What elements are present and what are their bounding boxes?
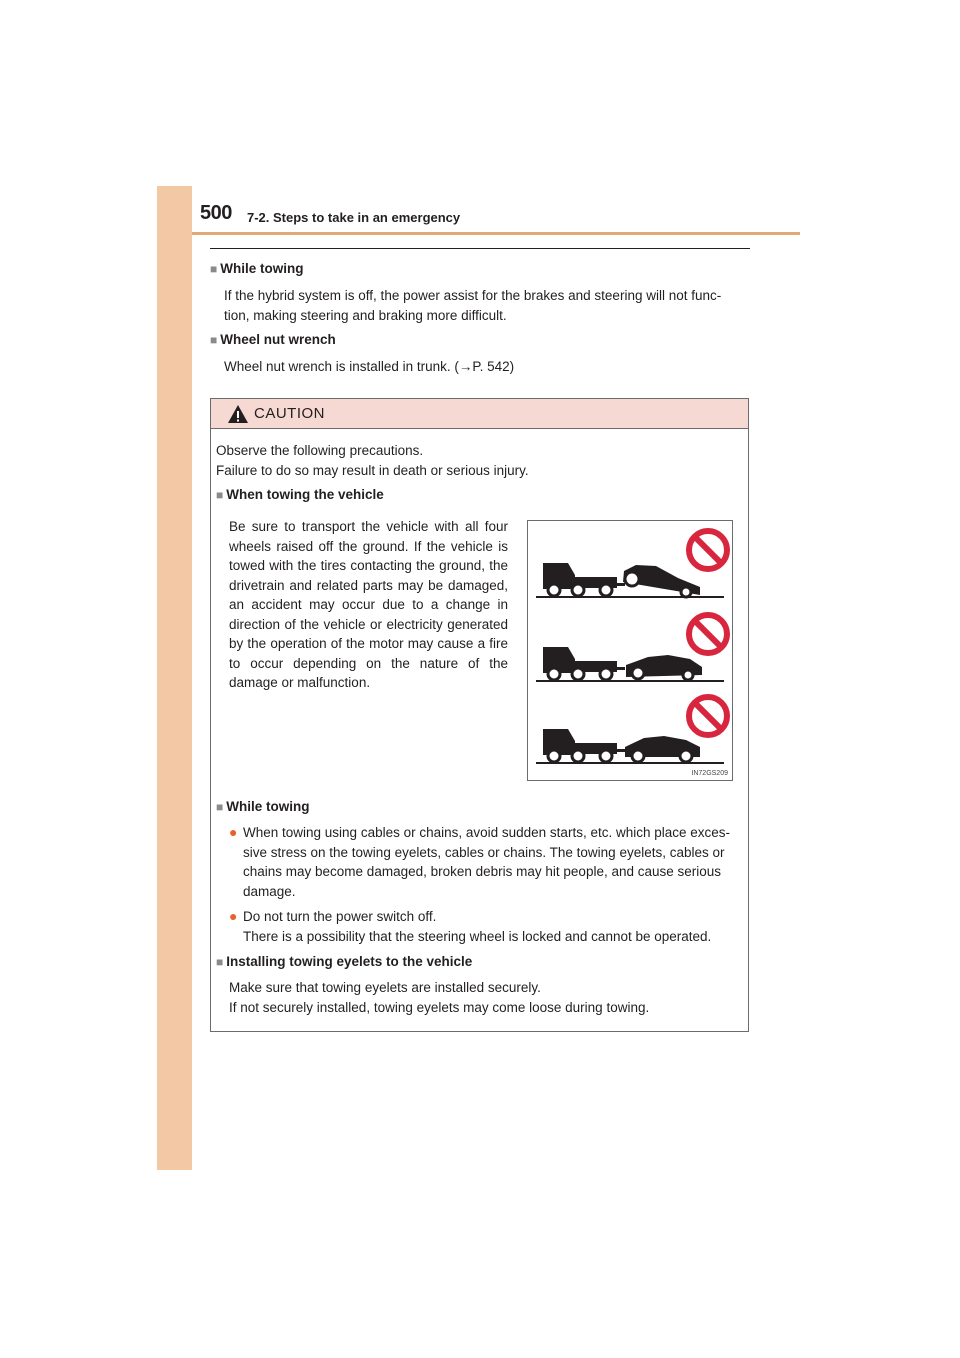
towing-warning-paragraph: Be sure to transport the vehicle with all four wheels raised off the ground. If the vehicle is towed with the tires contacting the ground, the drivetrain and related parts may be damaged, an accident may occur due to a change in direction of the vehicle or electricity generated by the operation of the motor may cause a fire to occur depending on the nature of the damage or malfunction. xyxy=(229,519,508,690)
eyelets-text: Make sure that towing eyelets are installed securely. If not securely installed, towing eyelets may come loose during towing. xyxy=(229,980,650,1015)
section-body-while-towing: If the hybrid system is off, the power assist for the brakes and steering will not func- tion, making steering and braking more difficult. xyxy=(224,288,722,323)
bullet-dot-icon: ● xyxy=(229,908,238,924)
section-body-wheel-nut-wrench: Wheel nut wrench is installed in trunk. (→P. 542) xyxy=(224,359,515,374)
section-heading-while-towing: ■ While towing xyxy=(210,261,304,276)
caution-title: CAUTION xyxy=(254,405,325,422)
chapter-title: 7-2. Steps to take in an emergency xyxy=(247,210,461,225)
bullet-item-cables: ● When towing using cables or chains, avoid sudden starts, etc. which place exces- sive stress on the towing eyelets, cables or chains. The towing eyelets, cables or chains may become damaged, broken debris may hit people, and cause serious damage. xyxy=(229,824,731,899)
towing-illustration xyxy=(527,520,733,781)
square-bullet-icon: ■ xyxy=(210,333,218,347)
tow-row-3 xyxy=(536,697,727,763)
illustration-code: IN72GS209 xyxy=(691,770,728,777)
tow-row-2 xyxy=(536,615,727,681)
caution-heading-while-towing: ■ While towing xyxy=(216,799,310,814)
tow-row-1 xyxy=(536,531,727,597)
square-bullet-icon: ■ xyxy=(216,955,224,969)
header-rule xyxy=(192,232,800,235)
square-bullet-icon: ■ xyxy=(216,800,224,814)
square-bullet-icon: ■ xyxy=(210,262,218,276)
warning-triangle-icon xyxy=(227,404,249,424)
chapter-side-tab xyxy=(157,186,192,1170)
page-number: 500 xyxy=(200,202,232,224)
caution-heading-when-towing: ■ When towing the vehicle xyxy=(216,487,384,502)
section-heading-wheel-nut-wrench: ■ Wheel nut wrench xyxy=(210,332,336,347)
bullet-item-power-switch: ● Do not turn the power switch off. There is a possibility that the steering wheel is locked and cannot be operated. xyxy=(229,908,712,944)
caution-intro: Observe the following precautions. Failure to do so may result in death or serious injury. xyxy=(216,443,529,478)
caution-box xyxy=(210,398,749,1032)
top-rule xyxy=(210,248,750,249)
caution-heading-eyelets: ■ Installing towing eyelets to the vehicle xyxy=(216,954,473,969)
square-bullet-icon: ■ xyxy=(216,488,224,502)
bullet-dot-icon: ● xyxy=(229,824,238,840)
caution-header xyxy=(211,399,748,429)
tow-truck-diagram xyxy=(528,521,732,780)
